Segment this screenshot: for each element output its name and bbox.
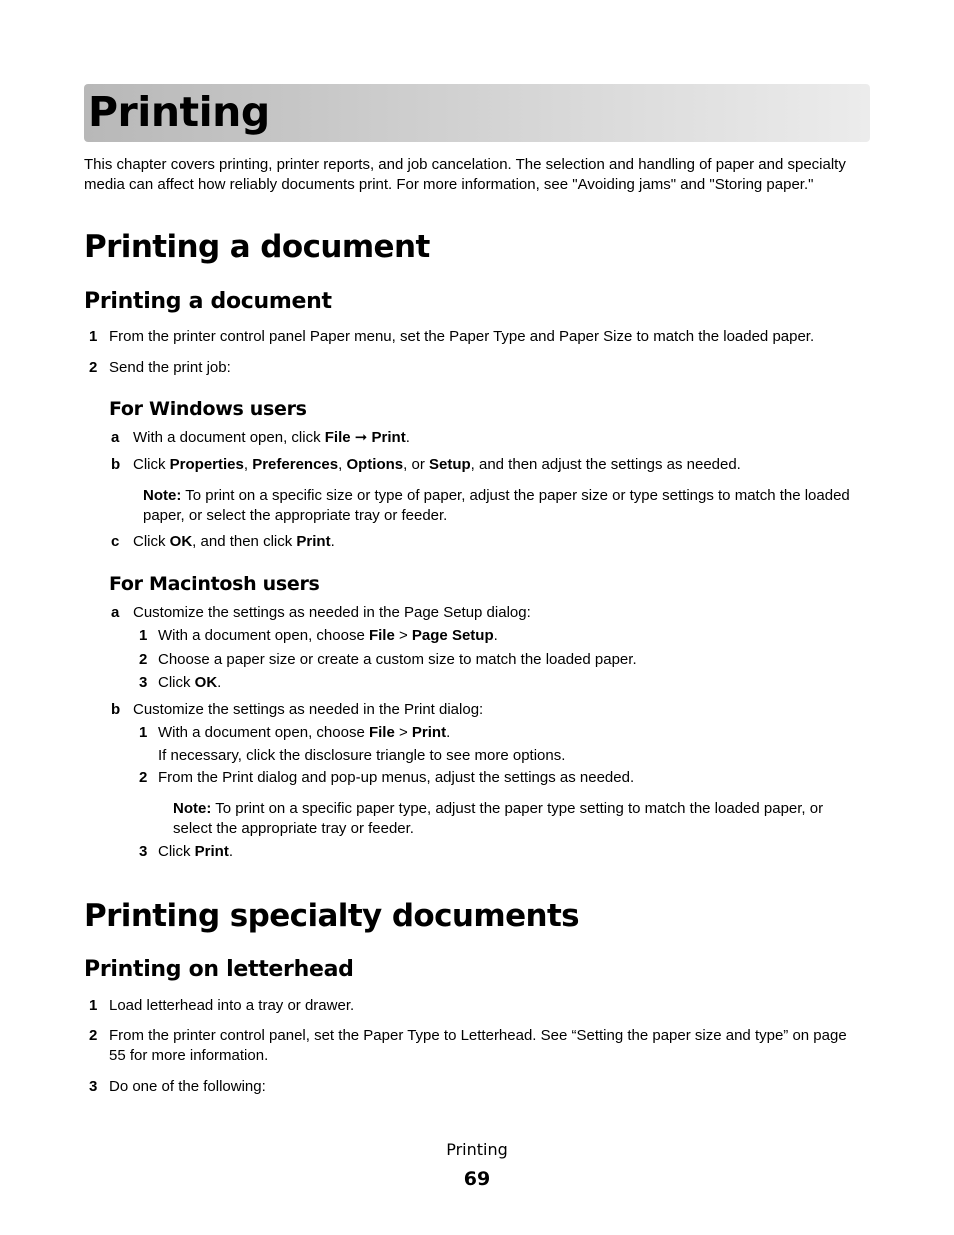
- step-number: 1: [89, 328, 98, 345]
- mac-step-a2: Choose a paper size or create a custom size to match the loaded paper.: [158, 651, 637, 668]
- step-number: 3: [139, 843, 148, 860]
- substep-letter: c: [111, 533, 120, 550]
- substep-letter: b: [111, 456, 121, 473]
- windows-users-heading: For Windows users: [109, 398, 307, 420]
- step-number: 3: [89, 1078, 98, 1095]
- step-number: 2: [139, 651, 148, 668]
- step-number: 2: [89, 359, 98, 376]
- step-text: From the printer control panel Paper menu, set the Paper Type and Paper Size to match the loaded paper.: [109, 328, 815, 345]
- substep-letter: a: [111, 604, 120, 621]
- step-number: 1: [139, 627, 148, 644]
- mac-step-a: Customize the settings as needed in the Page Setup dialog:: [133, 604, 531, 621]
- step-text: Do one of the following:: [109, 1078, 266, 1095]
- step-text: From the printer control panel, set the Paper Type to Letterhead. See “Setting the paper size and type” on page 55 for more information.: [109, 1027, 847, 1064]
- step-number: 2: [139, 769, 148, 786]
- mac-step-b3: Click Print.: [158, 843, 234, 860]
- step-text: Load letterhead into a tray or drawer.: [109, 997, 355, 1014]
- section-title-printing-a-document: Printing a document: [84, 229, 430, 265]
- step-number: 1: [89, 997, 98, 1014]
- mac-step-b1: With a document open, choose File > Print.: [158, 724, 451, 741]
- subsection-title-printing-a-document: Printing a document: [84, 289, 332, 314]
- step-text: Send the print job:: [109, 359, 231, 376]
- step-number: 2: [89, 1027, 98, 1044]
- mac-note: Note: To print on a specific paper type, adjust the paper type setting to match the loaded paper, or select the appropriate tray or feeder.: [173, 800, 824, 837]
- windows-step-c: Click OK, and then click Print.: [133, 533, 335, 550]
- chapter-intro: This chapter covers printing, printer reports, and job cancelation. The selection and handling of paper and specialty media can affect how reliably documents print. For more information, see "Avoiding jams" and "Storing paper.": [84, 156, 846, 193]
- windows-step-a: With a document open, click File ➞ Print.: [133, 429, 410, 446]
- section-title-printing-specialty-documents: Printing specialty documents: [84, 898, 580, 934]
- substep-letter: a: [111, 429, 120, 446]
- windows-step-b: Click Properties, Preferences, Options, or Setup, and then adjust the settings as needed.: [133, 456, 741, 473]
- page-number: 69: [463, 1168, 491, 1190]
- substep-letter: b: [111, 701, 121, 718]
- macintosh-users-heading: For Macintosh users: [109, 573, 320, 595]
- step-number: 3: [139, 674, 148, 691]
- windows-note: Note: To print on a specific size or type of paper, adjust the paper size or type settings to match the loaded paper, or select the appropriate tray or feeder.: [143, 487, 850, 524]
- arrow-icon: ➞: [354, 429, 368, 446]
- mac-step-b1-detail: If necessary, click the disclosure triangle to see more options.: [158, 747, 566, 764]
- chapter-title: Printing: [88, 88, 270, 136]
- mac-step-a1: With a document open, choose File > Page Setup.: [158, 627, 498, 644]
- subsection-title-printing-on-letterhead: Printing on letterhead: [84, 957, 354, 982]
- mac-step-b: Customize the settings as needed in the Print dialog:: [133, 701, 484, 718]
- mac-step-b2: From the Print dialog and pop-up menus, adjust the settings as needed.: [158, 769, 635, 786]
- footer-chapter-label: Printing: [446, 1140, 508, 1159]
- mac-step-a3: Click OK.: [158, 674, 222, 691]
- step-number: 1: [139, 724, 148, 741]
